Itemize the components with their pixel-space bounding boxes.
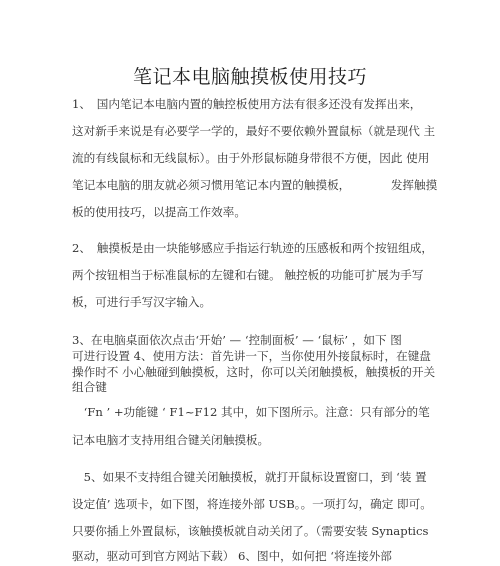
text-line: 1、 国内笔记本电脑内置的触控板使用方法有很多还没有发挥出来， <box>72 97 422 111</box>
text-line: 驱动，驱动可到官方网站下载） 6、图中，如何把 ‘将连接外部 <box>72 549 392 563</box>
text-line: 记本电脑才支持用组合键关闭触摸板。 <box>72 433 270 447</box>
text-line: ‘Fn ’ +功能键 ‘ F1~F12 其中，如下图所示。注意：只有部分的笔 <box>72 405 430 419</box>
text-line: 笔记本电脑的朋友就必须习惯用笔记本内置的触摸板， 发挥触摸 <box>72 178 438 192</box>
text-line: 流的有线鼠标和无线鼠标）。由于外形鼠标随身带很不方便，因此 使用 <box>72 151 430 165</box>
text-line: 只要你插上外置鼠标，该触摸板就自动关闭了。（需要安装 Synaptics <box>72 524 429 538</box>
text-line: 组合键 <box>72 380 107 394</box>
text-line: 5、如果不支持组合键关闭触摸板，就打开鼠标设置窗口，到 ‘装 置 <box>72 470 427 484</box>
text-line: 板的使用技巧，以提高工作效率。 <box>72 205 246 219</box>
text-line: 2、 触摸板是由一块能够感应手指运行轨迹的压感板和两个按钮组成， <box>72 241 433 255</box>
text-line: 操作时不 小心触碰到触摸板，这时，你可以关闭触摸板，触摸板的开关 <box>72 365 436 379</box>
text-line: 可进行设置 4、使用方法：首先讲一下，当你使用外接鼠标时，在键盘 <box>72 349 431 363</box>
text-line: 这对新手来说是有必要学一学的，最好不要依赖外置鼠标（就是现代 主 <box>72 124 436 138</box>
text-line: 设定值’ 选项卡，如下图，将连接外部 USB。。一项打勾，确定 即可。 <box>72 497 432 511</box>
page-title: 笔记本电脑触摸板使用技巧 <box>132 66 367 88</box>
text-line: 3、在电脑桌面依次点击‘开始’ — ‘控制面板’ — ‘鼠标’ ，如下 图 <box>72 333 402 347</box>
text-line: 两个按钮相当于标准鼠标的左键和右键。 触控板的功能可扩展为手写 <box>72 268 424 282</box>
text-line: 板，可进行手写汉字输入。 <box>72 295 212 309</box>
